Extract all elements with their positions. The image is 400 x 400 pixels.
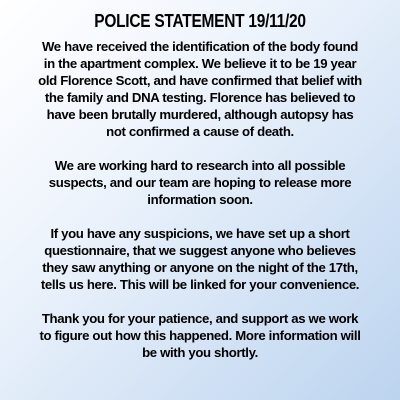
paragraph-investigation (22, 157, 378, 208)
statement-title: POLICE STATEMENT 19/11/20 (94, 11, 306, 31)
text-line: suspects, and our team are hoping to release more (48, 175, 352, 190)
text-line: in the apartment complex. We believe it to be 19 year (43, 56, 357, 71)
text-line: We have received the identification of the body found (41, 39, 359, 54)
text-line: the family and DNA testing. Florence has believed to (44, 90, 356, 105)
text-line: to figure out how this happened. More information will (39, 328, 361, 343)
text-line: be with you shortly. (142, 345, 258, 360)
text-line: they saw anything or anyone on the night of the 17th, (42, 260, 358, 275)
text-line: We are working hard to research into all possible (54, 158, 346, 173)
text-line: information soon. (147, 192, 253, 207)
text-line: have been brutally murdered, although autopsy has (46, 107, 354, 122)
text-line: old Florence Scott, and have confirmed that belief with (38, 73, 362, 88)
paragraph-questionnaire (22, 225, 378, 293)
text-line: Thank you for your patience, and support as we work (41, 311, 359, 326)
text-line: tells us here. This will be linked for your convenience. (40, 277, 360, 292)
paragraph-identification (22, 38, 378, 140)
text-line: If you have any suspicions, we have set up a short (50, 226, 350, 241)
text-line: questionnaire, that we suggest anyone who believes (44, 243, 356, 258)
text-line: not confirmed a cause of death. (106, 124, 294, 139)
paragraph-thanks (22, 310, 378, 361)
